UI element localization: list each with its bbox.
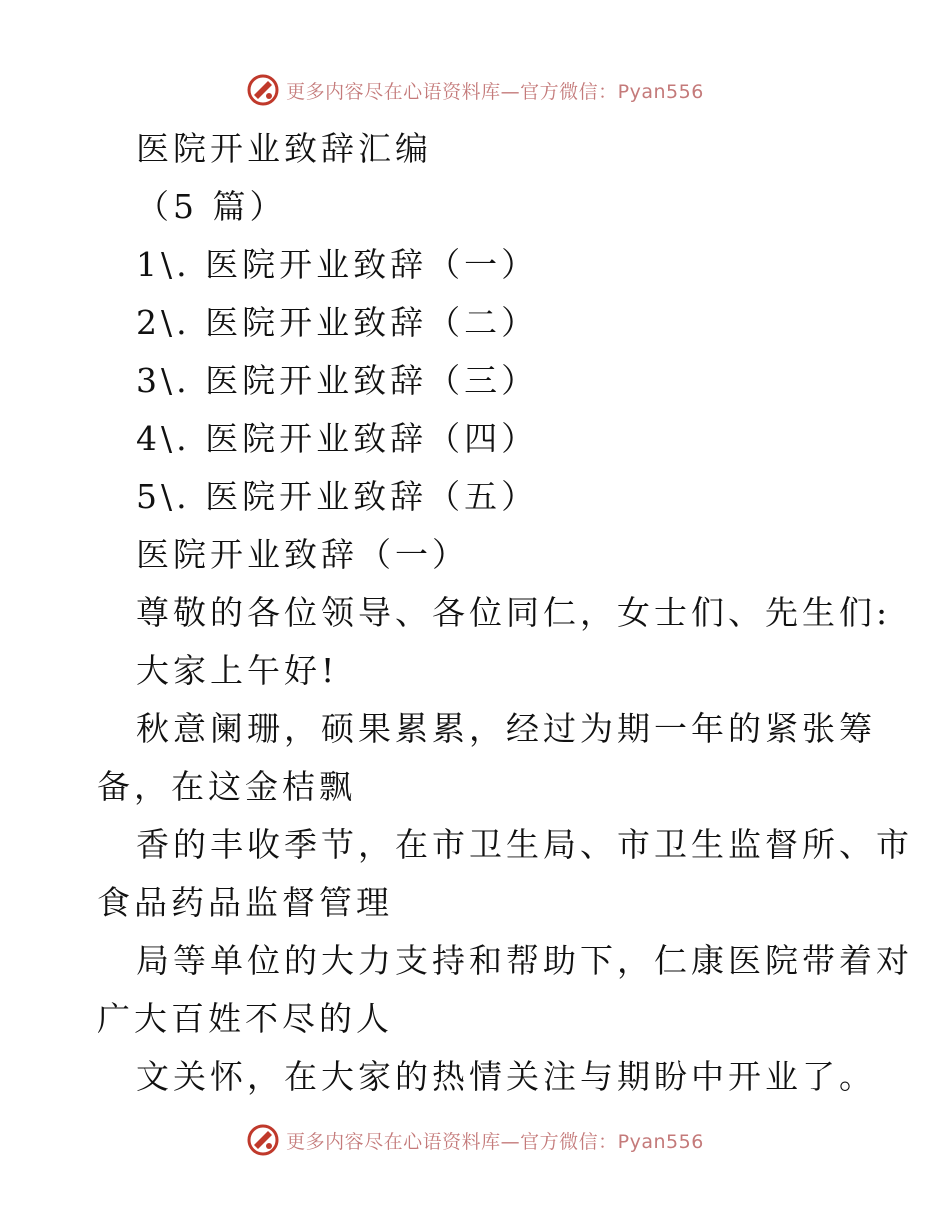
paragraph-line: 文关怀，在大家的热情关注与期盼中开业了。 xyxy=(136,1057,876,1096)
brand-logo-icon xyxy=(246,1123,280,1157)
toc-item: 4\. 医院开业致辞（四） xyxy=(136,419,539,458)
document-subtitle: （5 篇） xyxy=(136,187,287,226)
footer-banner xyxy=(0,1120,950,1160)
toc-item: 2\. 医院开业致辞（二） xyxy=(136,303,539,342)
toc-item: 1\. 医院开业致辞（一） xyxy=(136,245,539,284)
paragraph-line: 广大百姓不尽的人 xyxy=(97,999,393,1038)
section-heading: 医院开业致辞（一） xyxy=(136,535,469,574)
brand-logo-icon xyxy=(246,73,280,107)
toc-item: 5\. 医院开业致辞（五） xyxy=(136,477,539,516)
header-banner xyxy=(0,70,950,110)
paragraph-line: 食品药品监督管理 xyxy=(97,883,393,922)
paragraph-line: 秋意阑珊，硕果累累，经过为期一年的紧张筹 xyxy=(136,709,876,748)
document-title: 医院开业致辞汇编 xyxy=(136,129,432,168)
paragraph-line: 局等单位的大力支持和帮助下，仁康医院带着对 xyxy=(136,941,913,980)
toc-item: 3\. 医院开业致辞（三） xyxy=(136,361,539,400)
paragraph-line: 香的丰收季节，在市卫生局、市卫生监督所、市 xyxy=(136,825,913,864)
banner-text: 更多内容尽在心语资料库—官方微信：Pyan556 xyxy=(286,1130,704,1153)
banner-text: 更多内容尽在心语资料库—官方微信：Pyan556 xyxy=(286,80,704,103)
greeting: 大家上午好! xyxy=(136,651,339,690)
paragraph-line: 备，在这金桔飘 xyxy=(97,767,356,806)
salutation: 尊敬的各位领导、各位同仁，女士们、先生们: xyxy=(136,593,892,632)
